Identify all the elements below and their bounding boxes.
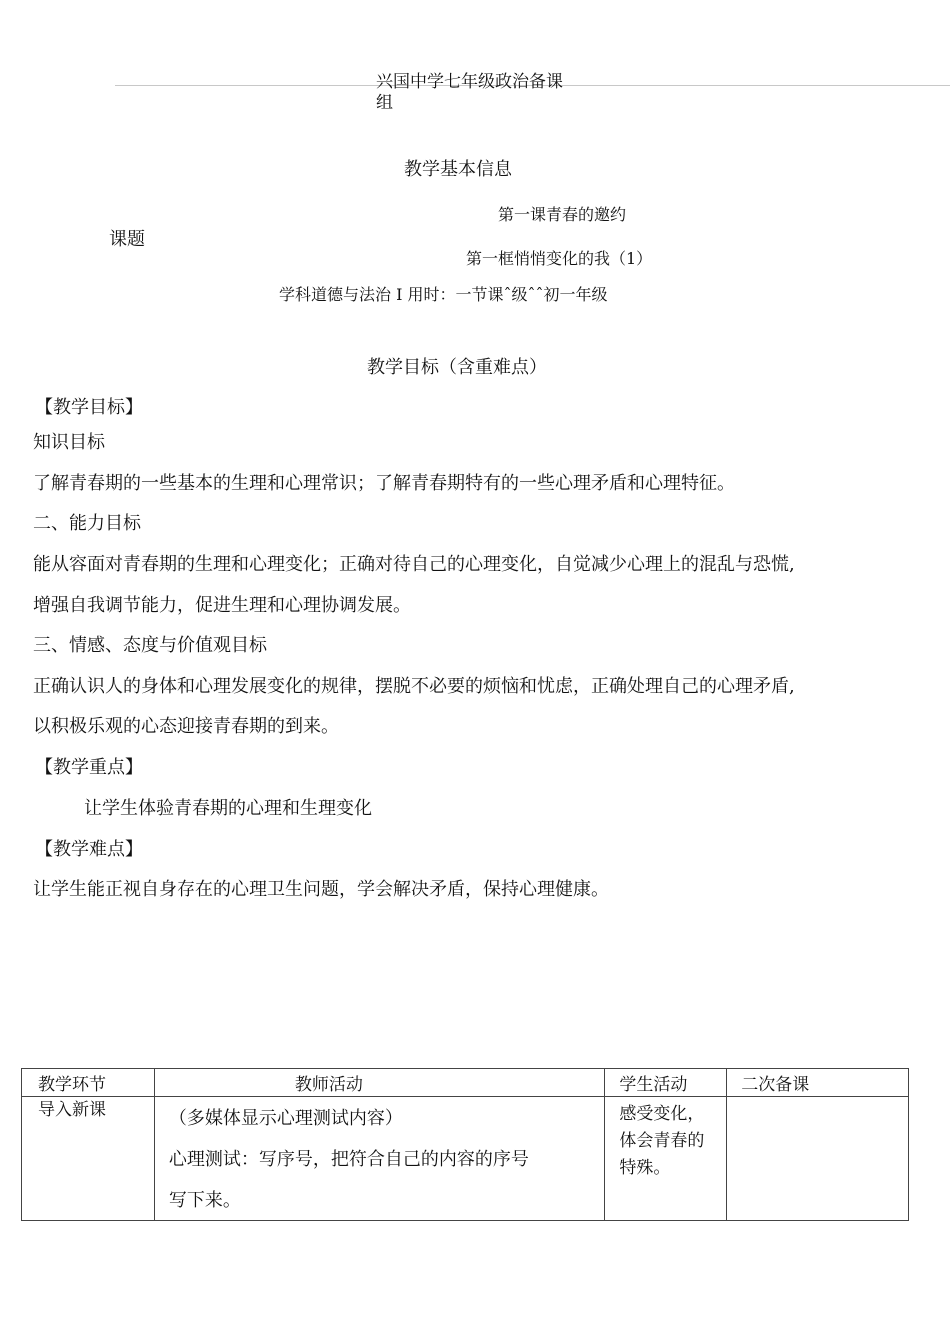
difficulty-heading: 【教学难点】 (35, 839, 143, 860)
subject-line: 学科道德与法治 I 用时：一节课ˆ级ˆˆ初一年级 (279, 285, 608, 304)
secondary-cell (727, 1097, 909, 1221)
header-cell-teacher (154, 1069, 605, 1097)
header-org-line2: 组 (376, 93, 393, 113)
section-title: 第一框悄悄变化的我（1） (466, 249, 653, 268)
basic-info-title: 教学基本信息 (404, 159, 512, 180)
emotion-text-line2: 以积极乐观的心态迎接青春期的到来。 (33, 716, 339, 737)
header-cell-secondary (727, 1069, 909, 1097)
knowledge-text: 了解青春期的一些基本的生理和心理常识；了解青春期特有的一些心理矛盾和心理特征。 (33, 473, 735, 494)
student-text-line2: 体会青春的 (619, 1131, 705, 1151)
table-header-row (22, 1069, 909, 1097)
ability-text-line1: 能从容面对青春期的生理和心理变化；正确对待自己的心理变化，自觉减少心理上的混乱与恐慌, (33, 554, 795, 575)
teacher-text-line1: （多媒体显示心理测试内容） (168, 1108, 403, 1129)
table-row (22, 1097, 909, 1221)
header-student: 学生活动 (619, 1075, 688, 1095)
ability-text-line2: 增强自我调节能力，促进生理和心理协调发展。 (33, 595, 411, 616)
key-text: 让学生体验青春期的心理和生理变化 (84, 798, 372, 819)
lesson-plan-table (21, 1068, 909, 1221)
topic-label: 课题 (109, 229, 145, 250)
student-text-line3: 特殊。 (619, 1158, 671, 1178)
stage-cell (22, 1097, 155, 1221)
objectives-title: 教学目标（含重难点） (367, 357, 547, 378)
header-cell-stage (22, 1069, 155, 1097)
lesson-title: 第一课青春的邀约 (498, 205, 627, 224)
teacher-text-line2: 心理测试：写序号，把符合自己的内容的序号 (168, 1149, 529, 1170)
teacher-text-line3: 写下来。 (168, 1190, 241, 1211)
difficulty-text: 让学生能正视自身存在的心理卫生问题，学会解决矛盾，保持心理健康。 (33, 879, 609, 900)
emotion-text-line1: 正确认识人的身体和心理发展变化的规律，摆脱不必要的烦恼和忧虑，正确处理自己的心理矛盾, (33, 676, 795, 697)
header-cell-student (605, 1069, 727, 1097)
goal-heading: 【教学目标】 (35, 397, 143, 418)
key-heading: 【教学重点】 (35, 757, 143, 778)
emotion-heading: 三、情感、态度与价值观目标 (33, 635, 267, 656)
teacher-cell (154, 1097, 605, 1221)
student-text-line1: 感受变化， (619, 1104, 705, 1124)
ability-heading: 二、能力目标 (33, 513, 141, 534)
header-secondary: 二次备课 (741, 1075, 810, 1095)
header-stage: 教学环节 (38, 1075, 106, 1095)
stage-text: 导入新课 (38, 1100, 106, 1120)
knowledge-heading: 知识目标 (33, 432, 105, 453)
header-org-line1: 兴国中学七年级政治备课 (376, 72, 563, 92)
student-cell (605, 1097, 727, 1221)
header-teacher: 教师活动 (294, 1075, 363, 1095)
